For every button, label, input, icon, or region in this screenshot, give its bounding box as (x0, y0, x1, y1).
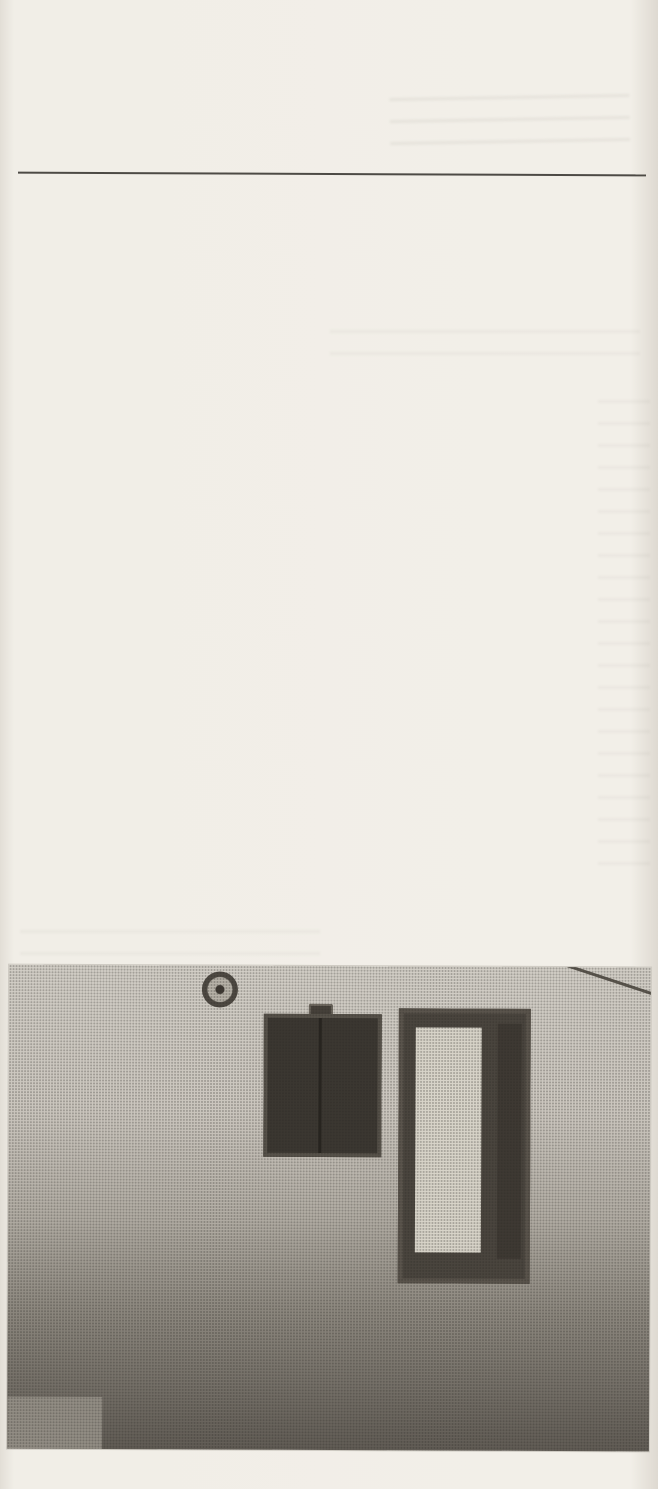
bleedthrough-artifact (20, 930, 320, 960)
door (398, 1008, 531, 1284)
column-left (25, 280, 327, 305)
wall-fan (202, 971, 238, 1007)
doorway (263, 1014, 382, 1158)
ceiling-edge (557, 965, 651, 1005)
column-right (346, 280, 641, 305)
bleedthrough-artifact (598, 400, 650, 880)
floor (7, 1397, 102, 1449)
bleedthrough-artifact (389, 94, 630, 164)
bleedthrough-artifact (330, 330, 640, 370)
article-photo (7, 965, 651, 1452)
article-columns (25, 280, 641, 305)
horizontal-rule (18, 172, 646, 177)
article (25, 256, 641, 305)
photo-caption (10, 1454, 650, 1462)
